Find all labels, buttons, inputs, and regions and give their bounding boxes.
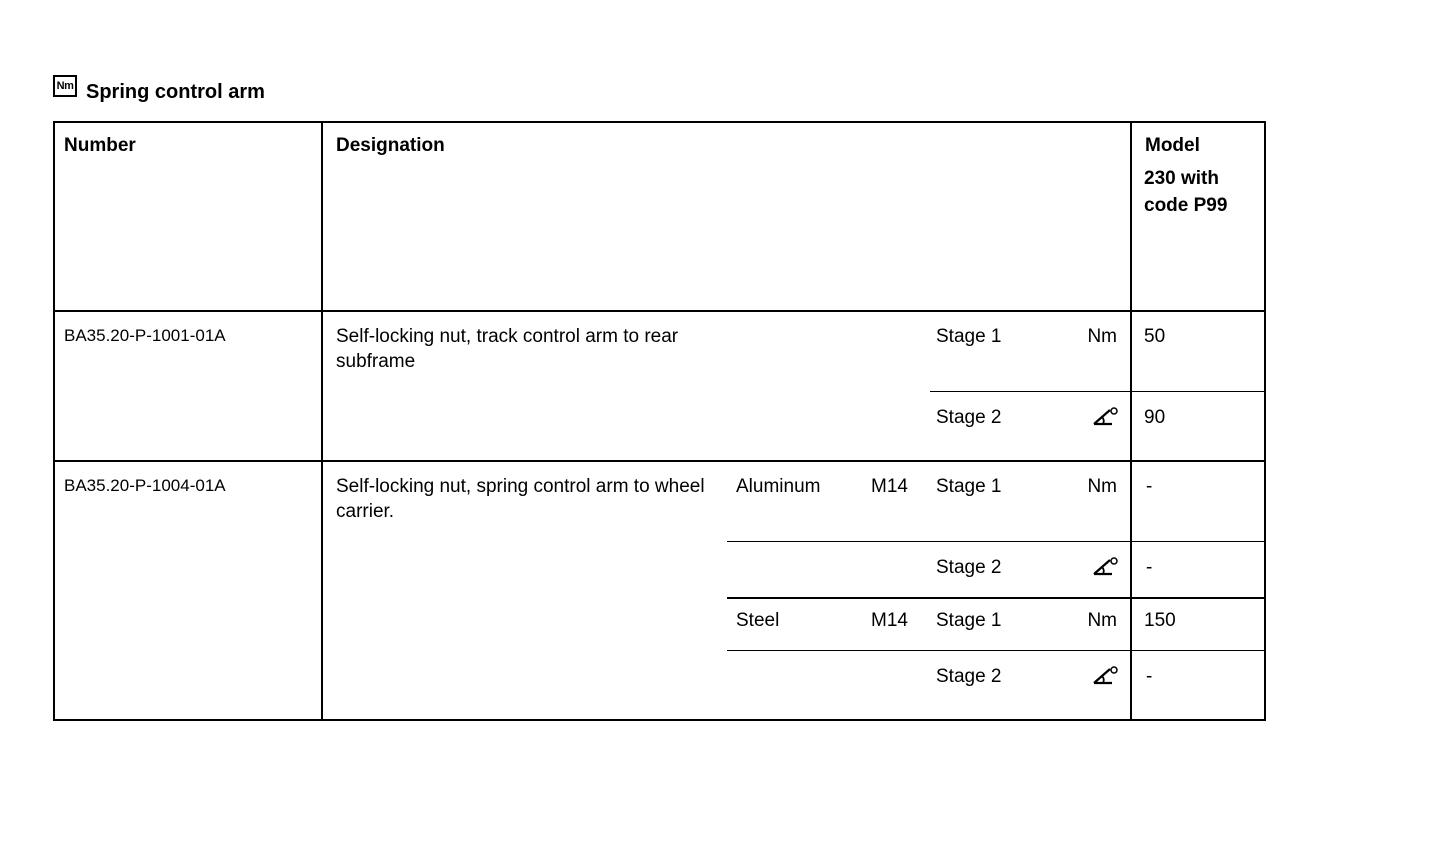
row2-steel-stage1-unit: Nm bbox=[1087, 610, 1117, 631]
header-divider bbox=[55, 310, 1266, 312]
row2-steel-stage2-label: Stage 2 bbox=[936, 666, 1002, 687]
row2-stage-divider-2 bbox=[727, 650, 1266, 651]
divider-designation-model bbox=[1130, 123, 1132, 721]
row1-stage1-value: 50 bbox=[1144, 326, 1166, 347]
angle-degree-icon bbox=[1092, 665, 1118, 687]
row-divider bbox=[55, 460, 1266, 462]
row2-designation: Self-locking nut, spring control arm to wheel carrier. bbox=[336, 476, 705, 522]
row2-steel-stage1-label: Stage 1 bbox=[936, 610, 1002, 631]
row1-number: BA35.20-P-1001-01A bbox=[64, 326, 226, 345]
row2-steel-thread: M14 bbox=[871, 610, 908, 631]
row2-stage-divider-1 bbox=[727, 541, 1266, 542]
row2-aluminum-stage1-value: - bbox=[1146, 476, 1153, 497]
row2-steel-material: Steel bbox=[736, 610, 780, 631]
row1-stage2-label: Stage 2 bbox=[936, 407, 1002, 428]
row2-aluminum-stage1-unit: Nm bbox=[1087, 476, 1117, 497]
row2-steel-stage1-value: 150 bbox=[1144, 610, 1176, 631]
row1-designation: Self-locking nut, track control arm to rear subframe bbox=[336, 326, 679, 372]
row2-material-divider bbox=[727, 597, 1266, 599]
row1-stage1-label: Stage 1 bbox=[936, 326, 1002, 347]
column-header-designation: Designation bbox=[336, 135, 445, 156]
row2-number: BA35.20-P-1004-01A bbox=[64, 476, 226, 495]
row1-stage1-unit: Nm bbox=[1087, 326, 1117, 347]
column-header-number: Number bbox=[64, 135, 136, 156]
column-header-model: Model bbox=[1145, 135, 1200, 156]
row2-steel-stage2-value: - bbox=[1146, 666, 1153, 687]
angle-degree-icon bbox=[1092, 406, 1118, 428]
page-title: Spring control arm bbox=[86, 80, 265, 103]
torque-table bbox=[53, 121, 1266, 721]
row2-aluminum-material: Aluminum bbox=[736, 476, 821, 497]
row2-aluminum-stage2-label: Stage 2 bbox=[936, 557, 1002, 578]
row1-stage2-value: 90 bbox=[1144, 407, 1166, 428]
model-variant: 230 with code P99 bbox=[1144, 168, 1228, 216]
row2-aluminum-stage1-label: Stage 1 bbox=[936, 476, 1002, 497]
section-header bbox=[53, 73, 265, 103]
row1-stage-divider bbox=[930, 391, 1266, 392]
angle-degree-icon bbox=[1092, 556, 1118, 578]
row2-aluminum-stage2-value: - bbox=[1146, 557, 1153, 578]
torque-nm-icon: Nm bbox=[53, 75, 77, 97]
divider-number-designation bbox=[321, 123, 323, 721]
row2-aluminum-thread: M14 bbox=[871, 476, 908, 497]
